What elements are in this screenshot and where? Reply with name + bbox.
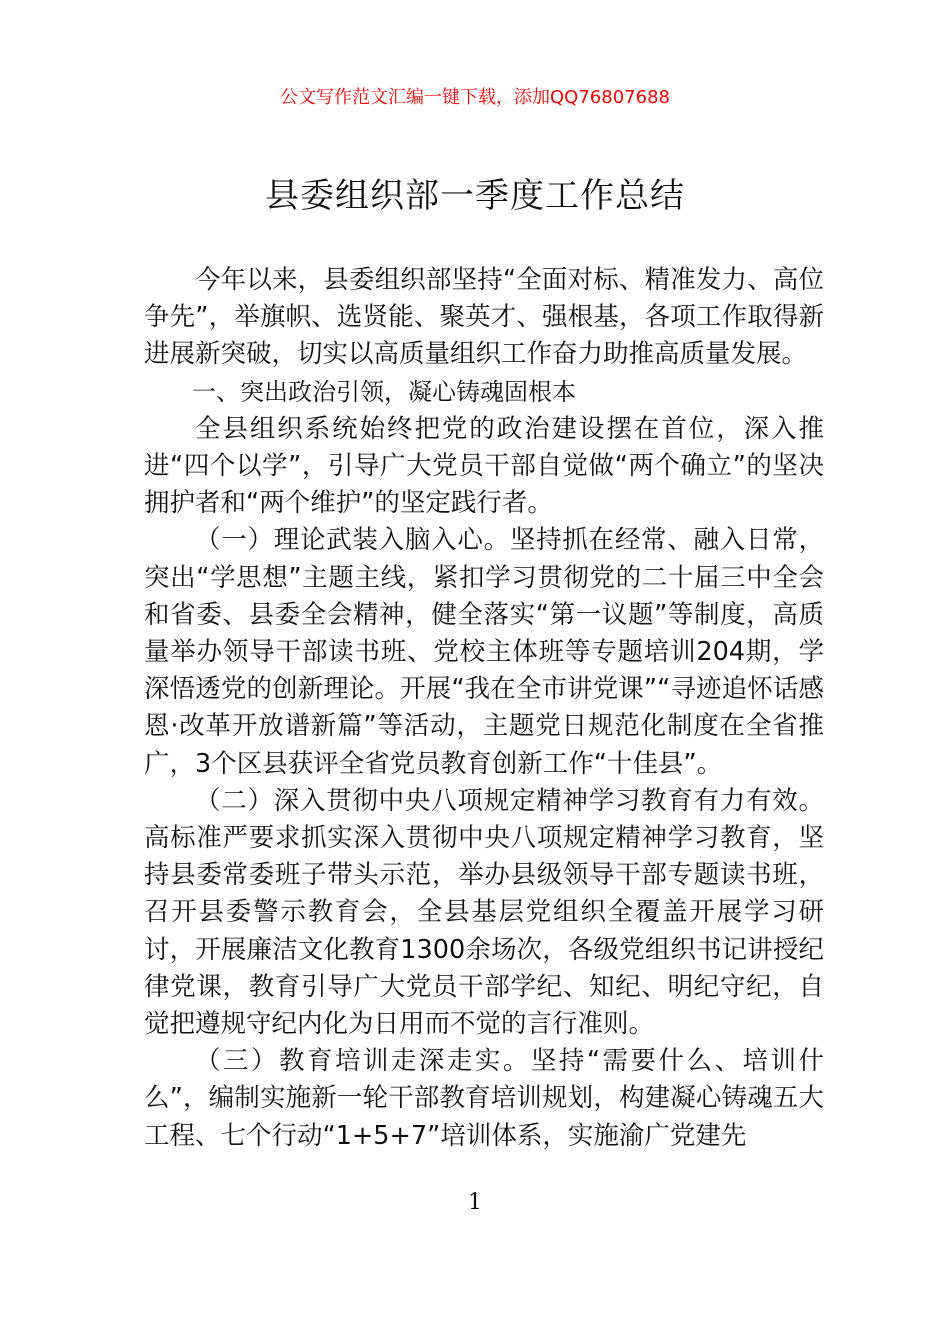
paragraph-section-1-intro: 全县组织系统始终把党的政治建设摆在首位，深入推进“四个以学”，引导广大党员干部自觉做“两个确立”的坚决拥护者和“两个维护”的坚定践行者。 bbox=[144, 413, 824, 519]
document-title: 县委组织部一季度工作总结 bbox=[265, 176, 685, 216]
paragraph-subsection-3: （三）教育培训走深走实。坚持“需要什么、培训什么”，编制实施新一轮干部教育培训规划，构建凝心铸魂五大工程、七个行动“1+5+7”培训体系，实施渝广党建先 bbox=[144, 1046, 824, 1151]
paragraph-intro: 今年以来，县委组织部坚持“全面对标、精准发力、高位争先”，举旗帜、选贤能、聚英才、强根基，各项工作取得新进展新突破，切实以高质量组织工作奋力助推高质量发展。 bbox=[144, 265, 824, 370]
paragraph-subsection-2: （二）深入贯彻中央八项规定精神学习教育有力有效。高标准严要求抓实深入贯彻中央八项规定精神学习教育，坚持县委常委班子带头示范，举办县级领导干部专题读书班，召开县委警示教育会，全县基层党组织全覆盖开展学习研讨，开展廉洁文化教育1300余场次，各级党组织书记讲授纪律党课，教育引导广大党员干部学纪、知纪、明纪守纪，自觉把遵规守纪内化为日用而不觉的言行准则。 bbox=[144, 785, 824, 1040]
paragraph-subsection-1: （一）理论武装入脑入心。坚持抓在经常、融入日常，突出“学思想”主题主线，紧扣学习贯彻党的二十届三中全会和省委、县委全会精神，健全落实“第一议题”等制度，高质量举办领导干部读书班、党校主体班等专题培训204期，学深悟透党的创新理论。开展“我在全市讲党课”“寻迹追怀话感恩·改革开放谱新篇”等活动，主题党日规范化制度在全省推广，3个区县获评全省党员教育创新工作“十佳县”。 bbox=[144, 525, 824, 779]
document-body bbox=[144, 262, 824, 1155]
watermark-banner: 公文写作范文汇编一键下载，添加QQ76807688 bbox=[280, 87, 670, 108]
section-heading-1: 一、突出政治引领，凝心铸魂固根本 bbox=[192, 377, 576, 406]
page-number: 1 bbox=[468, 1190, 482, 1215]
